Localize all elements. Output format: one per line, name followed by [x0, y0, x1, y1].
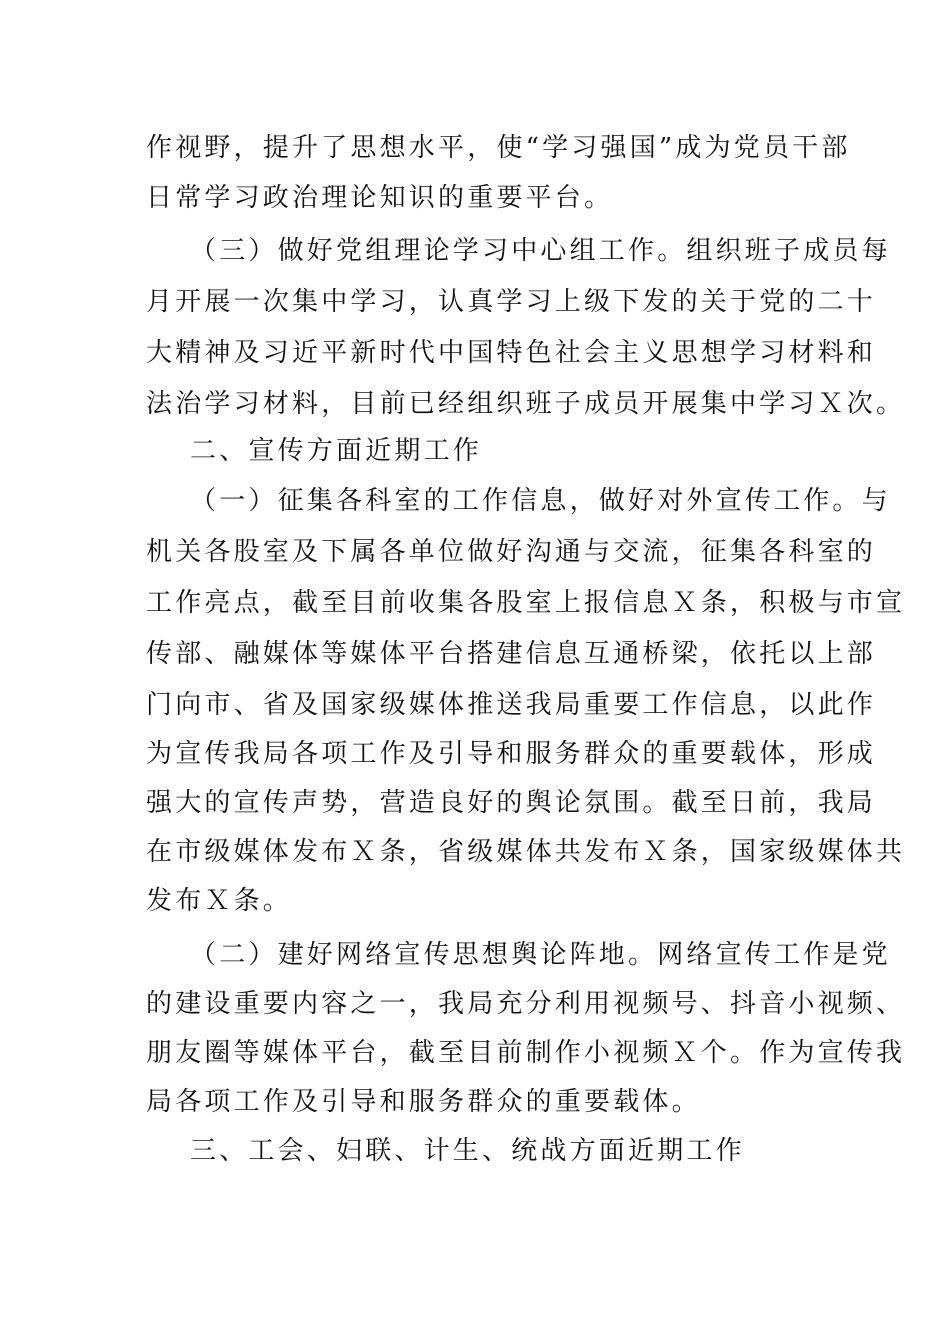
body-text-line: 在市级媒体发布Ｘ条，省级媒体共发布Ｘ条，国家级媒体共: [146, 837, 906, 867]
body-text-line: 发布Ｘ条。: [146, 886, 293, 916]
section-heading: 三、工会、妇联、计生、统战方面近期工作: [190, 1136, 745, 1166]
body-text-line: 机关各股室及下属各单位做好沟通与交流，征集各科室的: [146, 537, 877, 567]
section-heading: 二、宣传方面近期工作: [190, 436, 483, 466]
body-text-line: 为宣传我局各项工作及引导和服务群众的重要载体，形成: [146, 739, 877, 769]
body-text-line: 传部、融媒体等媒体平台搭建信息互通桥梁，依托以上部: [146, 639, 877, 669]
paragraph-heading-line: （二）建好网络宣传思想舆论阵地。网络宣传工作是党: [190, 940, 891, 970]
paragraph-heading-line: （一）征集各科室的工作信息，做好对外宣传工作。与: [190, 486, 891, 516]
body-text-line: 朋友圈等媒体平台，截至目前制作小视频Ｘ个。作为宣传我: [146, 1038, 906, 1068]
body-text-line: 法治学习材料，目前已经组织班子成员开展集中学习Ｘ次。: [146, 389, 906, 419]
body-text-line: 的建设重要内容之一，我局充分利用视频号、抖音小视频、: [146, 989, 906, 1019]
body-text-line: 局各项工作及引导和服务群众的重要载体。: [146, 1087, 701, 1117]
body-text-line: 月开展一次集中学习，认真学习上级下发的关于党的二十: [146, 287, 877, 317]
paragraph-heading-line: （三）做好党组理论学习中心组工作。组织班子成员每: [190, 236, 891, 266]
body-text-line: 大精神及习近平新时代中国特色社会主义思想学习材料和: [146, 338, 877, 368]
body-text-line: 强大的宣传声势，营造良好的舆论氛围。截至日前，我局: [146, 788, 877, 818]
body-text-line: 日常学习政治理论知识的重要平台。: [146, 183, 614, 213]
body-text-line: 作视野，提升了思想水平，使“学习强国”成为党员干部: [146, 133, 851, 163]
body-text-line: 门向市、省及国家级媒体推送我局重要工作信息，以此作: [146, 690, 877, 720]
body-text-line: 工作亮点，截至目前收集各股室上报信息Ｘ条，积极与市宣: [146, 588, 906, 618]
